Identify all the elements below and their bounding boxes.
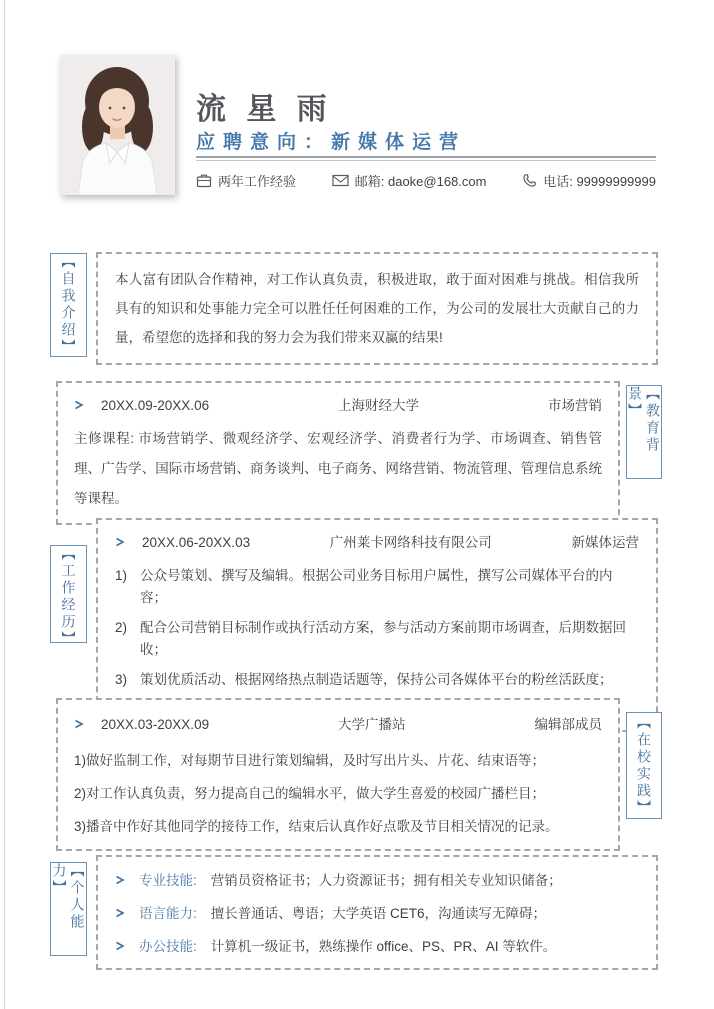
work-item-text: 公众号策划、撰写及编辑。根据公司业务目标用户属性，撰写公司媒体平台的内容； bbox=[140, 568, 613, 605]
campus-box bbox=[56, 698, 620, 851]
candidate-name: 流 星 雨 bbox=[196, 93, 333, 126]
campus-role: 编辑部成员 bbox=[534, 717, 602, 732]
experience-item bbox=[196, 171, 296, 190]
skill-label: 语言能力: bbox=[139, 906, 197, 921]
work-item-number: 3) bbox=[115, 672, 128, 687]
section-tab-campus bbox=[626, 712, 662, 819]
arrow-bullet-icon bbox=[74, 392, 84, 420]
section-tab-label: 【在校实践】 bbox=[636, 714, 652, 817]
campus-item: 1)做好监制工作，对每期节目进行策划编辑，及时写出片头、片花、结束语等； bbox=[74, 753, 546, 768]
work-item bbox=[115, 669, 639, 691]
email-item bbox=[332, 171, 487, 190]
work-role: 新媒体运营 bbox=[571, 535, 639, 550]
section-tab-label: 【个人能力】 bbox=[51, 863, 86, 931]
profile-photo bbox=[60, 55, 175, 195]
work-item bbox=[115, 565, 639, 609]
arrow-bullet-icon bbox=[115, 903, 125, 925]
skill-item bbox=[115, 936, 639, 958]
work-date-group bbox=[115, 529, 250, 557]
phone-text: 电话: 99999999999 bbox=[543, 174, 656, 189]
skill-item bbox=[115, 870, 639, 892]
section-tab-label: 【工作经历】 bbox=[60, 546, 77, 648]
phone-item bbox=[522, 171, 656, 190]
work-date: 20XX.06-20XX.03 bbox=[142, 535, 251, 550]
skill-text: 计算机一级证书，熟练操作 office、PS、PR、AI 等软件。 bbox=[210, 939, 557, 954]
skills-box bbox=[96, 855, 658, 970]
education-date-group bbox=[74, 392, 209, 420]
education-entry-header bbox=[74, 392, 602, 420]
experience-text: 两年工作经验 bbox=[218, 174, 297, 189]
self-intro-text: 本人富有团队合作精神，对工作认真负责，积极进取，敢于面对困难与挑战。相信我所具有的知识和处事能力完全可以胜任任何困难的工作，为公司的发展壮大贡献自己的力量，希望您的选择和我的努力会为我们带来双赢的结果! bbox=[115, 272, 639, 345]
campus-item: 3)播音中作好其他同学的接待工作，结束后认真作好点歌及节目相关情况的记录。 bbox=[74, 819, 559, 834]
campus-entry-header bbox=[74, 711, 602, 739]
header-divider bbox=[196, 156, 656, 161]
skill-label: 办公技能: bbox=[139, 939, 197, 954]
contact-info-row bbox=[196, 171, 656, 190]
work-item-text: 策划优质活动、根据网络热点制造话题等，保持公司各媒体平台的粉丝活跃度； bbox=[140, 672, 613, 687]
envelope-icon bbox=[332, 174, 349, 187]
education-date: 20XX.09-20XX.06 bbox=[101, 398, 210, 413]
section-tab-self-intro bbox=[50, 253, 87, 357]
section-tab-skills bbox=[50, 862, 87, 956]
arrow-bullet-icon bbox=[74, 711, 84, 739]
campus-org: 大学广播站 bbox=[338, 717, 406, 732]
campus-date-group bbox=[74, 711, 209, 739]
section-tab-work bbox=[50, 545, 87, 648]
section-tab-label: 【自我介绍】 bbox=[60, 254, 77, 356]
campus-item: 2)对工作认真负责，努力提高自己的编辑水平，做大学生喜爱的校园广播栏目； bbox=[74, 786, 546, 801]
work-item-number: 1) bbox=[115, 568, 128, 583]
work-entry-header bbox=[115, 529, 639, 557]
education-box bbox=[56, 381, 620, 525]
education-courses: 主修课程: 市场营销学、微观经济学、宏观经济学、消费者行为学、市场调查、销售管理、广告学、国际市场营销、商务谈判、电子商务、网络营销、物流管理、管理信息系统等课程。 bbox=[74, 431, 602, 506]
arrow-bullet-icon bbox=[115, 936, 125, 958]
skill-text: 擅长普通话、粤语；大学英语 CET6，沟通读写无障碍； bbox=[210, 906, 547, 921]
work-item bbox=[115, 617, 639, 661]
arrow-bullet-icon bbox=[115, 529, 125, 557]
skill-label: 专业技能: bbox=[139, 873, 197, 888]
self-intro-box bbox=[96, 252, 658, 365]
job-intention: 应聘意向：新媒体运营 bbox=[196, 132, 467, 153]
skill-text: 营销员资格证书；人力资源证书；拥有相关专业知识储备； bbox=[210, 873, 562, 888]
email-text: 邮箱: daoke@168.com bbox=[354, 174, 487, 189]
section-tab-label: 【教育背景】 bbox=[627, 386, 661, 454]
work-item-number: 2) bbox=[115, 620, 128, 635]
phone-icon bbox=[522, 173, 537, 188]
arrow-bullet-icon bbox=[115, 870, 125, 892]
page-left-edge bbox=[4, 0, 5, 1009]
section-tab-education bbox=[626, 385, 662, 479]
campus-date: 20XX.03-20XX.09 bbox=[101, 717, 210, 732]
education-school: 上海财经大学 bbox=[338, 398, 420, 413]
work-item-text: 配合公司营销目标制作或执行活动方案，参与活动方案前期市场调查，后期数据回收； bbox=[140, 620, 627, 657]
skill-item bbox=[115, 903, 639, 925]
portrait-illustration bbox=[60, 55, 175, 195]
education-major: 市场营销 bbox=[548, 398, 602, 413]
briefcase-icon bbox=[196, 173, 212, 188]
work-company: 广州莱卡网络科技有限公司 bbox=[329, 535, 492, 550]
